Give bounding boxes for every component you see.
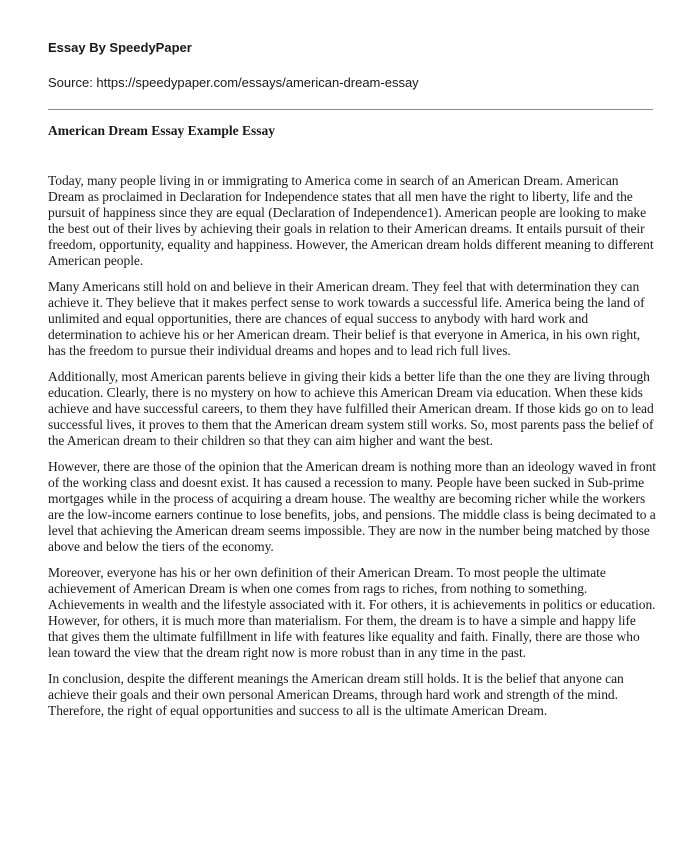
essay-paragraph: Additionally, most American parents believe in giving their kids a better life than the one they are living through education. Clearly, there is no mystery on how to achieve this American Dream via education. When these kids achieve and have successful careers, to them they have fulfilled their American dream. If those kids go on to lead successful lives, it proves to them that the American dream system still works. So, most parents pass the belief of the American dream to their children so that they can aim higher and want the best. [48, 369, 654, 448]
essay-paragraph: Today, many people living in or immigrating to America come in search of an American Dream. American Dream as proclaimed in Declaration for Independence states that all men have the right to liberty, life and the pursuit of happiness since they are equal (Declaration of Independence1). American people are looking to make the best out of their lives by achieving their goals in relation to their American dreams. It entails pursuit of their freedom, opportunity, equality and happiness. However, the American dream holds different meaning to different American people. [48, 173, 654, 268]
essay-body [48, 173, 658, 719]
header-divider [48, 109, 653, 110]
essay-paragraph: Moreover, everyone has his or her own definition of their American Dream. To most people the ultimate achievement of American Dream is when one comes from rags to riches, from nothing to something. Achievements in wealth and the lifestyle associated with it. For others, it is achievements in politics or education. However, for others, it is much more than materialism. For them, the dream is to have a simple and happy life that gives them the ultimate fulfillment in life with features like equality and faith. Finally, there are those who lean toward the view that the dream right now is more robust than in any time in the past. [48, 565, 656, 660]
document-header-title: Essay By SpeedyPaper [48, 40, 192, 55]
essay-paragraph: In conclusion, despite the different meanings the American dream still holds. It is the belief that anyone can achieve their goals and their own personal American Dreams, through hard work and strength of the mind. Therefore, the right of equal opportunities and success to all is the ultimate American Dream. [48, 671, 624, 718]
essay-title: American Dream Essay Example Essay [48, 123, 275, 138]
document-source-line: Source: https://speedypaper.com/essays/american-dream-essay [48, 75, 419, 90]
essay-paragraph: However, there are those of the opinion that the American dream is nothing more than an ideology waved in front of the working class and doesnt exist. It has caused a recession to many. People have been sucked in Sub-prime mortgages while in the process of acquiring a dream house. The wealthy are becoming richer while the workers are the low-income earners continue to lose benefits, jobs, and pensions. The middle class is being decimated to a level that achieving the American dream seems impossible. They are now in the number being matched by those above and below the tiers of the economy. [48, 459, 656, 554]
essay-paragraph: Many Americans still hold on and believe in their American dream. They feel that with determination they can achieve it. They believe that it makes perfect sense to work towards a successful life. America being the land of unlimited and equal opportunities, there are chances of equal success to anybody with hard work and determination to achieve his or her American dream. Their belief is that everyone in America, in his own right, has the freedom to pursue their individual dreams and hopes and to lead rich full lives. [48, 279, 645, 358]
